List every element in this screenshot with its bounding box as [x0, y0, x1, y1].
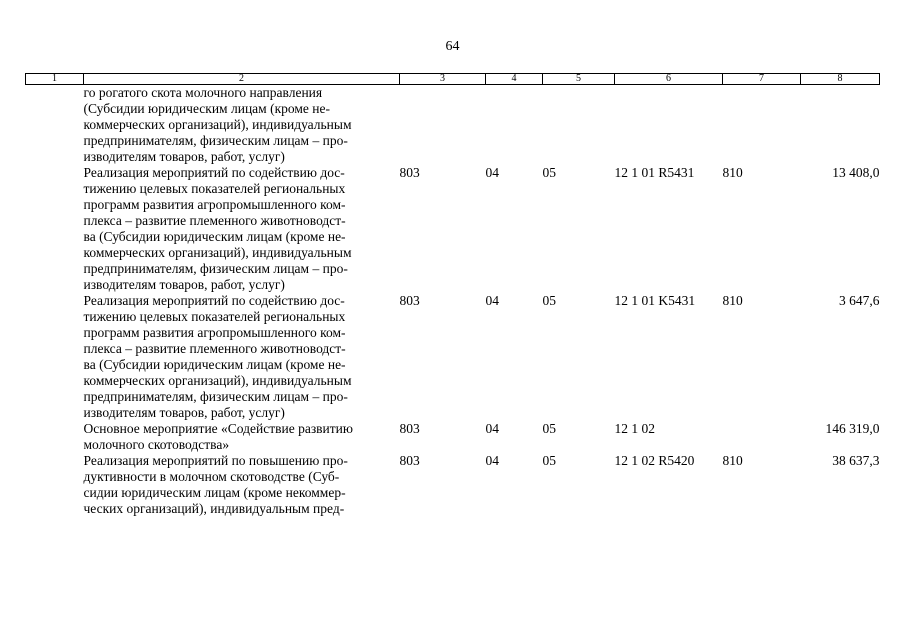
- row-name-line: сидии юридическим лицам (кроме некоммер-: [83, 485, 346, 500]
- expense-type-code-cell: [723, 421, 801, 453]
- row-number-cell: [26, 293, 84, 421]
- column-number: 7: [723, 74, 801, 85]
- row-name-line: Реализация мероприятий по содействию дос-: [83, 293, 345, 308]
- row-name-line: ва (Субсидии юридическим лицам (кроме не-: [83, 229, 346, 244]
- table-row: [26, 293, 880, 421]
- row-name-line: ва (Субсидии юридическим лицам (кроме не-: [83, 357, 346, 372]
- subsection-code-cell: 05: [542, 421, 556, 436]
- row-number-cell: [26, 85, 84, 166]
- row-name-line: коммерческих организаций), индивидуальным: [83, 245, 352, 260]
- ministry-code-cell: 803: [399, 165, 420, 180]
- expense-type-code-cell: 810: [722, 453, 743, 468]
- row-name-line: ческих организаций), индивидуальным пред-: [83, 501, 345, 516]
- amount-cell: 146 319,0: [825, 421, 880, 436]
- column-number: 4: [486, 74, 543, 85]
- row-name-line: предпринимателям, физическим лицам – про-: [83, 389, 348, 404]
- column-number: 1: [26, 74, 84, 85]
- ministry-code-cell: 803: [399, 293, 420, 308]
- subsection-code-cell: 05: [542, 453, 556, 468]
- table-row: [26, 85, 880, 166]
- column-number: 5: [543, 74, 615, 85]
- row-name-cell: [84, 85, 400, 166]
- row-number-cell: [26, 165, 84, 293]
- amount-cell: 38 637,3: [832, 453, 880, 468]
- row-name-line: Реализация мероприятий по повышению про-: [83, 453, 348, 468]
- amount-cell: 13 408,0: [832, 165, 880, 180]
- column-number: 8: [801, 74, 880, 85]
- amount-cell: [801, 85, 880, 166]
- section-code-cell: 04: [485, 165, 499, 180]
- row-name-line: го рогатого скота молочного направления: [83, 85, 323, 100]
- table-row: [26, 453, 880, 517]
- row-name-cell: [84, 165, 400, 293]
- subsection-code-cell: 05: [542, 293, 556, 308]
- row-name-cell: [84, 293, 400, 421]
- subsection-code-cell: 05: [542, 165, 556, 180]
- row-name-line: Реализация мероприятий по содействию дос-: [83, 165, 345, 180]
- column-number: 6: [615, 74, 723, 85]
- row-name-line: Основное мероприятие «Содействие развитию: [83, 421, 353, 436]
- row-name-line: тижению целевых показателей региональных: [83, 309, 346, 324]
- row-name-line: изводителям товаров, работ, услуг): [83, 277, 285, 292]
- expense-type-code-cell: 810: [722, 293, 743, 308]
- row-name-line: дуктивности в молочном скотоводстве (Суб-: [83, 469, 340, 484]
- target-article-code-cell: 12 1 02: [614, 421, 655, 436]
- column-number: 2: [84, 74, 400, 85]
- table-row: [26, 421, 880, 453]
- table-row: [26, 165, 880, 293]
- column-number: 3: [400, 74, 486, 85]
- expense-type-code-cell: [723, 85, 801, 166]
- row-name-line: программ развития агропромышленного ком-: [83, 325, 346, 340]
- ministry-code-cell: 803: [399, 453, 420, 468]
- section-code-cell: 04: [485, 421, 499, 436]
- row-name-line: коммерческих организаций), индивидуальным: [83, 117, 352, 132]
- column-number-header: [26, 74, 880, 85]
- ministry-code-cell: 803: [399, 421, 420, 436]
- table-body: [26, 85, 880, 518]
- row-name-cell: [84, 453, 400, 517]
- row-number-cell: [26, 421, 84, 453]
- target-article-code-cell: 12 1 02 R5420: [614, 453, 695, 468]
- budget-table: [25, 73, 880, 517]
- row-name-line: плекса – развитие племенного животноводст-: [83, 341, 346, 356]
- section-code-cell: 04: [485, 293, 499, 308]
- row-name-line: изводителям товаров, работ, услуг): [83, 405, 285, 420]
- row-name-line: программ развития агропромышленного ком-: [83, 197, 346, 212]
- row-name-line: изводителям товаров, работ, услуг): [83, 149, 285, 164]
- row-name-line: молочного скотоводства»: [83, 437, 230, 452]
- target-article-code-cell: 12 1 01 R5431: [614, 165, 695, 180]
- ministry-code-cell: [400, 85, 486, 166]
- row-name-line: коммерческих организаций), индивидуальным: [83, 373, 352, 388]
- amount-cell: 3 647,6: [839, 293, 880, 308]
- row-name-cell: [84, 421, 400, 453]
- page-number: 64: [445, 39, 460, 54]
- expense-type-code-cell: 810: [722, 165, 743, 180]
- row-name-line: предпринимателям, физическим лицам – про-: [83, 261, 348, 276]
- target-article-code-cell: 12 1 01 K5431: [614, 293, 696, 308]
- row-name-line: предпринимателям, физическим лицам – про-: [83, 133, 348, 148]
- row-name-line: плекса – развитие племенного животноводст-: [83, 213, 346, 228]
- target-article-code-cell: [615, 85, 723, 166]
- row-number-cell: [26, 453, 84, 517]
- row-name-line: (Субсидии юридическим лицам (кроме не-: [83, 101, 330, 116]
- subsection-code-cell: [543, 85, 615, 166]
- section-code-cell: 04: [485, 453, 499, 468]
- row-name-line: тижению целевых показателей региональных: [83, 181, 346, 196]
- section-code-cell: [486, 85, 543, 166]
